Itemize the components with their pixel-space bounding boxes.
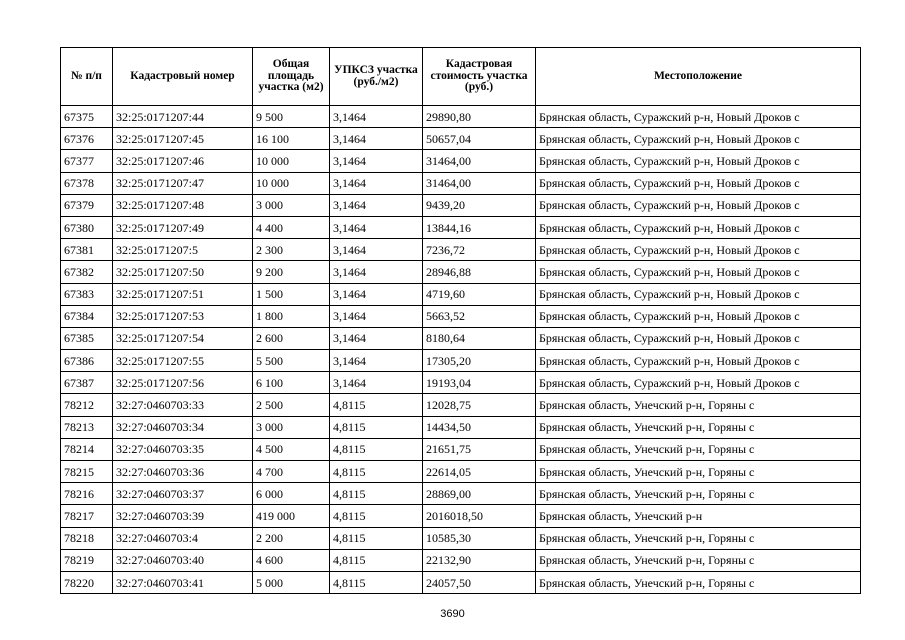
cell-number: 78215 — [61, 461, 113, 483]
cell-area: 10 000 — [253, 172, 330, 194]
header-area: Общая площадь участка (м2) — [253, 48, 330, 106]
cell-upksz: 3,1464 — [330, 305, 423, 327]
cell-number: 67380 — [61, 216, 113, 238]
cell-cadastral-value: 9439,20 — [423, 194, 536, 216]
table-row — [61, 106, 861, 128]
cell-cadastral-number: 32:27:0460703:33 — [113, 394, 253, 416]
cell-location: Брянская область, Суражский р-н, Новый Дроков с — [536, 283, 861, 305]
cell-area: 2 600 — [253, 327, 330, 349]
cell-location: Брянская область, Суражский р-н, Новый Дроков с — [536, 239, 861, 261]
cell-upksz: 3,1464 — [330, 194, 423, 216]
cell-upksz: 3,1464 — [330, 261, 423, 283]
cell-location: Брянская область, Унечский р-н, Горяны с — [536, 571, 861, 593]
cell-cadastral-number: 32:25:0171207:55 — [113, 350, 253, 372]
table-row — [61, 461, 861, 483]
cell-upksz: 3,1464 — [330, 150, 423, 172]
table-row — [61, 571, 861, 593]
cell-cadastral-value: 8180,64 — [423, 327, 536, 349]
cell-number: 67382 — [61, 261, 113, 283]
cell-location: Брянская область, Суражский р-н, Новый Дроков с — [536, 150, 861, 172]
cell-cadastral-number: 32:25:0171207:53 — [113, 305, 253, 327]
cell-upksz: 3,1464 — [330, 128, 423, 150]
cell-upksz: 3,1464 — [330, 106, 423, 128]
cell-cadastral-value: 12028,75 — [423, 394, 536, 416]
cell-upksz: 4,8115 — [330, 527, 423, 549]
cell-area: 10 000 — [253, 150, 330, 172]
cell-upksz: 3,1464 — [330, 239, 423, 261]
cell-upksz: 3,1464 — [330, 283, 423, 305]
table-row — [61, 416, 861, 438]
cell-number: 78218 — [61, 527, 113, 549]
cell-upksz: 4,8115 — [330, 394, 423, 416]
cell-location: Брянская область, Суражский р-н, Новый Дроков с — [536, 372, 861, 394]
cell-cadastral-number: 32:25:0171207:48 — [113, 194, 253, 216]
cell-location: Брянская область, Унечский р-н — [536, 505, 861, 527]
cell-cadastral-number: 32:27:0460703:36 — [113, 461, 253, 483]
cell-number: 67387 — [61, 372, 113, 394]
cell-location: Брянская область, Унечский р-н, Горяны с — [536, 549, 861, 571]
cell-number: 78213 — [61, 416, 113, 438]
cell-area: 1 800 — [253, 305, 330, 327]
cell-upksz: 3,1464 — [330, 216, 423, 238]
cell-cadastral-number: 32:27:0460703:41 — [113, 571, 253, 593]
cell-cadastral-value: 31464,00 — [423, 172, 536, 194]
header-number: № п/п — [61, 48, 113, 106]
header-cadastral-value: Кадастровая стоимость участка (руб.) — [423, 48, 536, 106]
cell-number: 67375 — [61, 106, 113, 128]
cell-location: Брянская область, Суражский р-н, Новый Дроков с — [536, 350, 861, 372]
table-row — [61, 194, 861, 216]
cell-number: 67385 — [61, 327, 113, 349]
cell-area: 6 100 — [253, 372, 330, 394]
cell-cadastral-value: 14434,50 — [423, 416, 536, 438]
table-row — [61, 394, 861, 416]
table-header-row — [61, 48, 861, 106]
table-row — [61, 505, 861, 527]
cell-area: 4 400 — [253, 216, 330, 238]
cell-upksz: 4,8115 — [330, 571, 423, 593]
cell-cadastral-number: 32:25:0171207:44 — [113, 106, 253, 128]
cell-upksz: 4,8115 — [330, 549, 423, 571]
cell-area: 3 000 — [253, 194, 330, 216]
cell-cadastral-value: 21651,75 — [423, 438, 536, 460]
cell-location: Брянская область, Унечский р-н, Горяны с — [536, 461, 861, 483]
cell-location: Брянская область, Суражский р-н, Новый Дроков с — [536, 216, 861, 238]
cell-cadastral-value: 10585,30 — [423, 527, 536, 549]
cell-cadastral-number: 32:27:0460703:39 — [113, 505, 253, 527]
header-location: Местоположение — [536, 48, 861, 106]
cell-location: Брянская область, Унечский р-н, Горяны с — [536, 483, 861, 505]
cell-upksz: 4,8115 — [330, 483, 423, 505]
cell-cadastral-value: 24057,50 — [423, 571, 536, 593]
cell-cadastral-value: 22132,90 — [423, 549, 536, 571]
table-row — [61, 438, 861, 460]
table-row — [61, 350, 861, 372]
cell-number: 78219 — [61, 549, 113, 571]
table-row — [61, 527, 861, 549]
cell-location: Брянская область, Суражский р-н, Новый Дроков с — [536, 194, 861, 216]
cell-location: Брянская область, Суражский р-н, Новый Дроков с — [536, 172, 861, 194]
cell-area: 2 200 — [253, 527, 330, 549]
cell-cadastral-number: 32:27:0460703:40 — [113, 549, 253, 571]
cell-location: Брянская область, Суражский р-н, Новый Дроков с — [536, 261, 861, 283]
cell-number: 67379 — [61, 194, 113, 216]
cell-cadastral-number: 32:25:0171207:51 — [113, 283, 253, 305]
table-row — [61, 239, 861, 261]
cell-cadastral-number: 32:25:0171207:54 — [113, 327, 253, 349]
table-row — [61, 261, 861, 283]
cell-number: 67384 — [61, 305, 113, 327]
cell-upksz: 3,1464 — [330, 172, 423, 194]
cell-cadastral-value: 22614,05 — [423, 461, 536, 483]
header-cadastral-number: Кадастровый номер — [113, 48, 253, 106]
cell-location: Брянская область, Суражский р-н, Новый Дроков с — [536, 327, 861, 349]
cell-cadastral-value: 17305,20 — [423, 350, 536, 372]
cell-number: 67378 — [61, 172, 113, 194]
cell-area: 5 000 — [253, 571, 330, 593]
cell-upksz: 3,1464 — [330, 372, 423, 394]
cell-number: 67386 — [61, 350, 113, 372]
cell-cadastral-value: 13844,16 — [423, 216, 536, 238]
cell-cadastral-value: 28946,88 — [423, 261, 536, 283]
cell-area: 9 200 — [253, 261, 330, 283]
cell-location: Брянская область, Унечский р-н, Горяны с — [536, 416, 861, 438]
cell-number: 67377 — [61, 150, 113, 172]
cell-cadastral-number: 32:27:0460703:35 — [113, 438, 253, 460]
cell-upksz: 4,8115 — [330, 416, 423, 438]
table-row — [61, 150, 861, 172]
cell-area: 1 500 — [253, 283, 330, 305]
header-upksz: УПКСЗ участка (руб./м2) — [330, 48, 423, 106]
cell-area: 2 300 — [253, 239, 330, 261]
cell-upksz: 4,8115 — [330, 438, 423, 460]
table-row — [61, 172, 861, 194]
cell-area: 419 000 — [253, 505, 330, 527]
cell-number: 78214 — [61, 438, 113, 460]
cell-number: 67376 — [61, 128, 113, 150]
cell-location: Брянская область, Суражский р-н, Новый Дроков с — [536, 106, 861, 128]
table-row — [61, 128, 861, 150]
cell-area: 4 500 — [253, 438, 330, 460]
cell-cadastral-number: 32:25:0171207:50 — [113, 261, 253, 283]
cell-number: 67383 — [61, 283, 113, 305]
cell-number: 67381 — [61, 239, 113, 261]
cell-upksz: 4,8115 — [330, 505, 423, 527]
cell-area: 9 500 — [253, 106, 330, 128]
page-number: 3690 — [440, 608, 465, 620]
cell-area: 16 100 — [253, 128, 330, 150]
cadastral-table — [60, 47, 861, 594]
table-row — [61, 216, 861, 238]
cell-cadastral-value: 31464,00 — [423, 150, 536, 172]
table-row — [61, 549, 861, 571]
table-row — [61, 483, 861, 505]
cell-cadastral-number: 32:25:0171207:56 — [113, 372, 253, 394]
cell-cadastral-number: 32:25:0171207:45 — [113, 128, 253, 150]
cell-upksz: 3,1464 — [330, 327, 423, 349]
cell-cadastral-number: 32:27:0460703:34 — [113, 416, 253, 438]
cell-location: Брянская область, Суражский р-н, Новый Дроков с — [536, 128, 861, 150]
cell-area: 4 600 — [253, 549, 330, 571]
table-row — [61, 283, 861, 305]
cell-upksz: 4,8115 — [330, 461, 423, 483]
cell-cadastral-value: 7236,72 — [423, 239, 536, 261]
table-row — [61, 305, 861, 327]
cell-cadastral-number: 32:27:0460703:37 — [113, 483, 253, 505]
cell-number: 78220 — [61, 571, 113, 593]
cell-location: Брянская область, Унечский р-н, Горяны с — [536, 438, 861, 460]
cell-area: 3 000 — [253, 416, 330, 438]
cell-cadastral-value: 29890,80 — [423, 106, 536, 128]
cell-cadastral-number: 32:25:0171207:49 — [113, 216, 253, 238]
cell-cadastral-number: 32:25:0171207:46 — [113, 150, 253, 172]
cell-cadastral-value: 28869,00 — [423, 483, 536, 505]
cell-area: 4 700 — [253, 461, 330, 483]
table-row — [61, 372, 861, 394]
cell-location: Брянская область, Суражский р-н, Новый Дроков с — [536, 305, 861, 327]
table-body — [61, 106, 861, 594]
cell-area: 5 500 — [253, 350, 330, 372]
cell-location: Брянская область, Унечский р-н, Горяны с — [536, 527, 861, 549]
cell-cadastral-value: 4719,60 — [423, 283, 536, 305]
cell-cadastral-value: 5663,52 — [423, 305, 536, 327]
cell-cadastral-value: 50657,04 — [423, 128, 536, 150]
cell-cadastral-number: 32:27:0460703:4 — [113, 527, 253, 549]
cell-area: 2 500 — [253, 394, 330, 416]
cell-cadastral-number: 32:25:0171207:5 — [113, 239, 253, 261]
cell-cadastral-number: 32:25:0171207:47 — [113, 172, 253, 194]
cell-upksz: 3,1464 — [330, 350, 423, 372]
cell-area: 6 000 — [253, 483, 330, 505]
cell-number: 78217 — [61, 505, 113, 527]
cell-number: 78212 — [61, 394, 113, 416]
cell-location: Брянская область, Унечский р-н, Горяны с — [536, 394, 861, 416]
table-row — [61, 327, 861, 349]
cell-cadastral-value: 19193,04 — [423, 372, 536, 394]
cell-cadastral-value: 2016018,50 — [423, 505, 536, 527]
cell-number: 78216 — [61, 483, 113, 505]
